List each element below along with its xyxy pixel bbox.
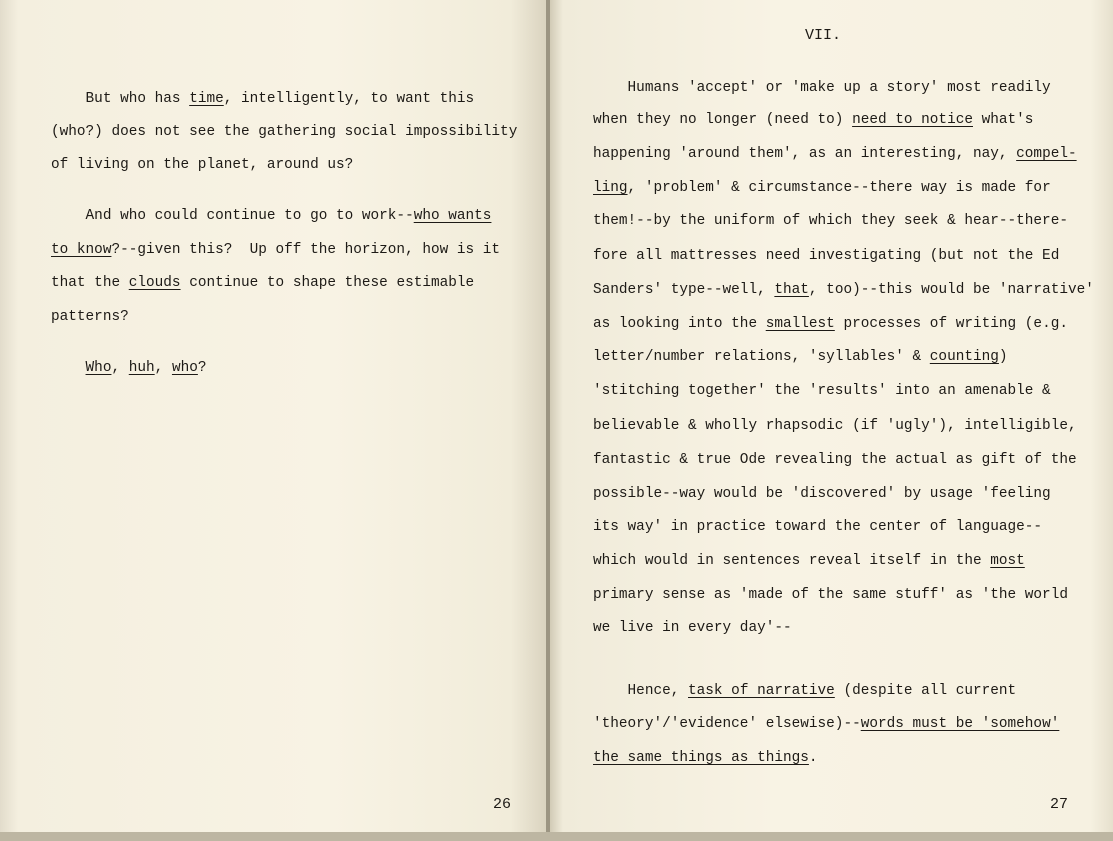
text-line — [593, 315, 1068, 333]
text-line — [593, 348, 1008, 366]
text-segment: happening 'around them', as an interesting, nay, — [593, 146, 1017, 162]
underlined-text: huh — [128, 360, 155, 376]
underlined-text: time — [189, 91, 224, 107]
text-segment: 'theory'/'evidence' elsewise)-- — [593, 716, 861, 732]
underlined-text: words must be 'somehow' — [860, 716, 1060, 732]
text-segment: And who could continue to go to work-- — [51, 208, 414, 224]
text-segment: ) — [998, 349, 1008, 365]
text-segment: , — [154, 360, 172, 376]
text-segment: ?--given this? Up off the horizon, how is it — [111, 242, 501, 258]
text-segment: ? — [197, 360, 207, 376]
text-segment: what's — [972, 112, 1034, 128]
underlined-text: the same things as things — [593, 750, 809, 766]
text-line — [593, 382, 1051, 400]
text-segment: that the — [51, 275, 129, 291]
underlined-text: counting — [929, 349, 999, 365]
text-segment: . — [808, 750, 818, 766]
text-segment: as looking into the — [593, 316, 766, 332]
text-segment: fantastic & true Ode revealing the actual as gift of the — [593, 452, 1077, 468]
text-segment: processes of writing (e.g. — [834, 316, 1068, 332]
text-line — [51, 241, 500, 259]
underlined-text: who wants — [413, 208, 492, 224]
text-line — [593, 518, 1042, 536]
text-segment: them!--by the uniform of which they seek & hear--there- — [593, 213, 1068, 229]
text-line — [593, 145, 1077, 163]
text-line — [593, 179, 1051, 197]
text-line — [593, 111, 1033, 129]
text-segment: primary sense as 'made of the same stuff' as 'the world — [593, 587, 1068, 603]
text-line — [593, 417, 1077, 435]
text-segment: 'stitching together' the 'results' into an amenable & — [593, 383, 1051, 399]
text-segment — [51, 360, 86, 376]
text-line — [593, 586, 1068, 604]
text-line — [593, 485, 1051, 503]
underlined-text: clouds — [128, 275, 181, 291]
text-segment: patterns? — [51, 309, 129, 325]
text-segment: fore all mattresses need investigating (but not the Ed — [593, 248, 1060, 264]
text-segment: (who?) does not see the gathering social impossibility — [51, 124, 518, 140]
text-segment: of living on the planet, around us? — [51, 157, 354, 173]
text-line — [593, 281, 1094, 299]
text-line — [51, 274, 474, 292]
text-line — [51, 156, 353, 174]
text-line — [593, 682, 1016, 700]
underlined-text: smallest — [765, 316, 835, 332]
text-segment: But who has — [51, 91, 190, 107]
text-segment: Hence, — [593, 683, 688, 699]
underlined-text: most — [990, 553, 1025, 569]
text-segment: when they no longer (need to) — [593, 112, 853, 128]
text-segment: , intelligently, to want this — [223, 91, 475, 107]
underlined-text: Who — [85, 360, 112, 376]
text-segment: , — [111, 360, 129, 376]
text-line — [593, 749, 818, 767]
text-segment: , 'problem' & circumstance--there way is made for — [627, 180, 1051, 196]
text-segment: believable & wholly rhapsodic (if 'ugly'), intelligible, — [593, 418, 1077, 434]
text-line — [51, 359, 207, 377]
text-segment: continue to shape these estimable — [180, 275, 475, 291]
text-line — [593, 212, 1068, 230]
text-line — [593, 715, 1059, 733]
underlined-text: that — [774, 282, 809, 298]
text-segment: possible--way would be 'discovered' by usage 'feeling — [593, 486, 1051, 502]
text-segment: Humans 'accept' or 'make up a story' most readily — [593, 80, 1051, 96]
underlined-text: ling — [593, 180, 628, 196]
section-heading: VII. — [805, 27, 842, 44]
text-line — [51, 123, 517, 141]
underlined-text: task of narrative — [688, 683, 835, 699]
text-segment: which would in sentences reveal itself in the — [593, 553, 991, 569]
underlined-text: to know — [51, 242, 112, 258]
text-line — [51, 308, 129, 326]
text-line — [51, 207, 491, 225]
text-segment: we live in every day'-- — [593, 620, 792, 636]
text-line — [593, 79, 1051, 97]
page-number-right: 27 — [1050, 796, 1069, 813]
text-segment: (despite all current — [834, 683, 1017, 699]
text-line — [593, 247, 1059, 265]
text-line — [593, 619, 792, 637]
text-line — [51, 90, 474, 108]
page-number-left: 26 — [493, 796, 512, 813]
underlined-text: who — [171, 360, 198, 376]
text-segment: letter/number relations, 'syllables' & — [593, 349, 930, 365]
text-segment: , too)--this would be 'narrative' — [808, 282, 1094, 298]
text-segment: Sanders' type--well, — [593, 282, 775, 298]
scan-bottom-edge — [0, 832, 1113, 841]
text-line — [593, 552, 1025, 570]
book-spine — [546, 0, 550, 841]
text-line — [593, 451, 1077, 469]
text-segment: its way' in practice toward the center of language-- — [593, 519, 1043, 535]
underlined-text: compel- — [1016, 146, 1077, 162]
underlined-text: need to notice — [852, 112, 973, 128]
